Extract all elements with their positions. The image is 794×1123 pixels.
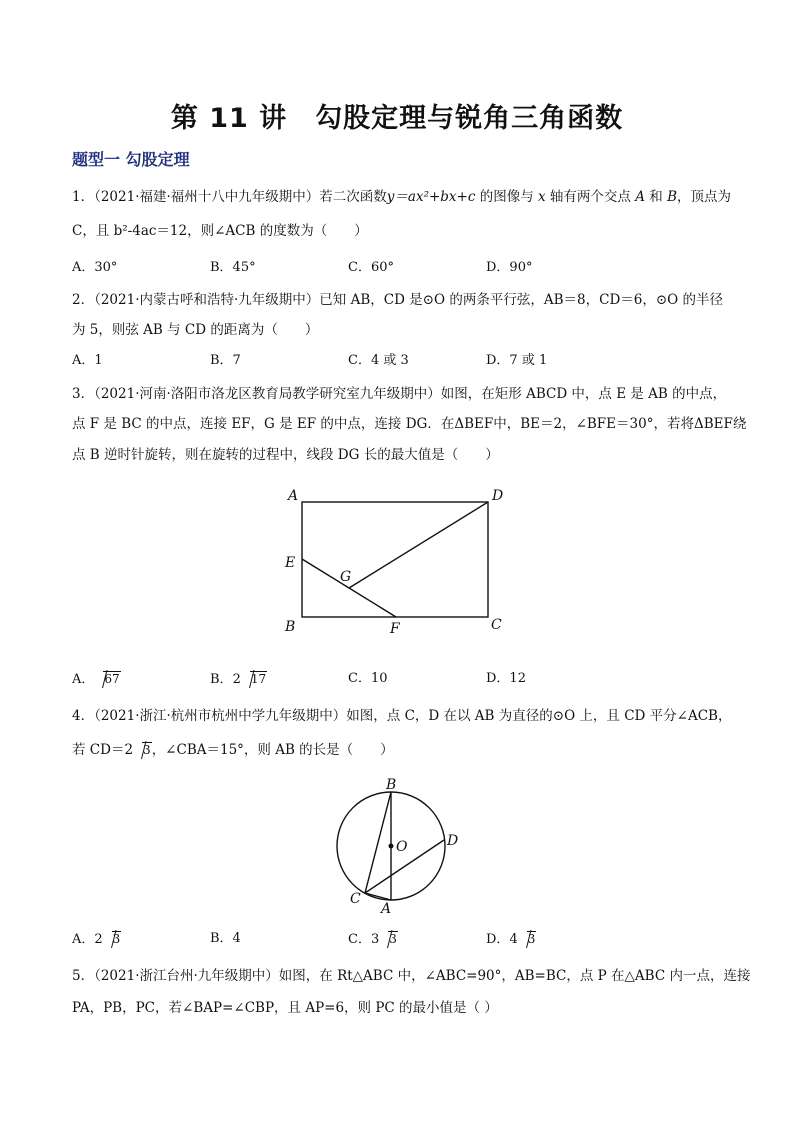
- label-o: O: [396, 839, 408, 855]
- sqrt-symbol: 3: [379, 930, 398, 948]
- label-g: G: [340, 569, 352, 585]
- section-heading: 题型一 勾股定理: [72, 150, 190, 169]
- q4-option-c[interactable]: C．3 3: [348, 932, 397, 947]
- label-c: C: [350, 891, 361, 907]
- q3-line-2: 点 F 是 BC 的中点，连接 EF，G 是 EF 的中点，连接 DG．在ΔBEF中，BE＝2，∠BFE＝30°，若将ΔBEF绕: [72, 416, 747, 432]
- q2-option-b[interactable]: B．7: [210, 353, 241, 368]
- q5-line-1: 5．（2021·浙江台州·九年级期中）如图，在 Rt△ABC 中，∠ABC=90°，AB=BC，点 P 在△ABC 内一点，连接: [72, 968, 751, 984]
- q3-option-b[interactable]: B．2 17: [210, 672, 267, 687]
- label-d: D: [447, 833, 459, 849]
- q4-option-d[interactable]: D．4 3: [486, 932, 536, 947]
- label-a: A: [288, 488, 299, 504]
- circle-figure: [330, 775, 470, 915]
- q2-option-a[interactable]: A．1: [72, 353, 103, 368]
- q5-line-2: PA，PB，PC，若∠BAP=∠CBP，且 AP=6，则 PC 的最小值是（ ）: [72, 1000, 498, 1016]
- q1-line-2: C，且 b²-4ac＝12，则∠ACB 的度数为（ ）: [72, 223, 368, 239]
- sqrt-symbol: 3: [133, 741, 152, 759]
- q4-option-b[interactable]: B．4: [210, 931, 241, 946]
- rectangle-figure: [280, 485, 510, 640]
- label-f: F: [390, 621, 400, 637]
- segment-dg: [349, 502, 488, 588]
- q2-line-2: 为 5，则弦 AB 与 CD 的距离为（ ）: [72, 322, 319, 338]
- label-b: B: [386, 777, 397, 793]
- q2-option-d[interactable]: D．7 或 1: [486, 353, 548, 368]
- q4-line-2: 若 CD＝2 3，∠CBA＝15°，则 AB 的长是（ ）: [72, 742, 394, 758]
- q1-option-c[interactable]: C．60°: [348, 260, 394, 275]
- q4-line-1: 4．（2021·浙江·杭州市杭州中学九年级期中）如图，点 C，D 在以 AB 为直径的⊙O 上，且 CD 平分∠ACB，: [72, 708, 732, 724]
- q2-line-1: 2．（2021·内蒙古呼和浩特·九年级期中）已知 AB，CD 是⊙O 的两条平行弦，AB＝8，CD＝6，⊙O 的半径: [72, 292, 724, 308]
- q2-option-c[interactable]: C．4 或 3: [348, 353, 409, 368]
- q3-option-c[interactable]: C．10: [348, 671, 388, 686]
- q3-line-1: 3．（2021·河南·洛阳市洛龙区教育局教学研究室九年级期中）如图，在矩形 ABCD 中，点 E 是 AB 的中点，: [72, 386, 727, 402]
- q1-option-a[interactable]: A．30°: [72, 260, 118, 275]
- sqrt-symbol: 3: [518, 930, 537, 948]
- sqrt-symbol: 17: [241, 670, 267, 688]
- q1-option-d[interactable]: D．90°: [486, 260, 533, 275]
- label-a: A: [381, 901, 392, 917]
- q1-line-1: 1．（2021·福建·福州十八中九年级期中）若二次函数y＝ax²+bx+c 的图像与 x 轴有两个交点 A 和 B，顶点为: [72, 189, 731, 205]
- q1-option-b[interactable]: B．45°: [210, 260, 256, 275]
- q3-option-d[interactable]: D．12: [486, 671, 526, 686]
- label-b: B: [285, 619, 296, 635]
- q3-line-3: 点 B 逆时针旋转，则在旋转的过程中，线段 DG 长的最大值是（ ）: [72, 447, 499, 463]
- sqrt-symbol: 67: [94, 670, 120, 688]
- sqrt-symbol: 3: [103, 930, 122, 948]
- label-d: D: [492, 488, 504, 504]
- center-point: [389, 844, 394, 849]
- q4-option-a[interactable]: A．2 3: [72, 932, 121, 947]
- label-e: E: [285, 555, 296, 571]
- q3-option-a[interactable]: A． 67: [72, 672, 120, 687]
- page-title: 第 11 讲 勾股定理与锐角三角函数: [170, 103, 624, 134]
- label-c: C: [491, 617, 502, 633]
